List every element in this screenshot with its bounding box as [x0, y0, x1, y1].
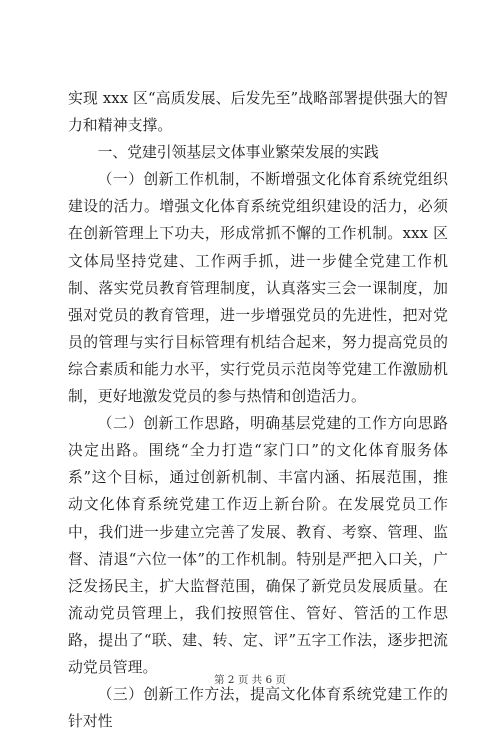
paragraph-point-two: （二）创新工作思路，明确基层党建的工作方向思路决定出路。围绕“全力打造“家门口”的文化体育服务体系”这个目标，通过创新机制、丰富内涵、拓展范围，推动文化体育系统党建工作迈上新台阶。在发展党员工作中，我们进一步建立完善了发展、教育、考察、管理、监督、清退“六位一体”的工作机制。特别是严把入口关，广泛发扬民主，扩大监督范围，确保了新党员发展质量。在流动党员管理上，我们按照管住、管好、管活的工作思路，提出了“联、建、转、定、评”五字工作法，逐步把流动党员管理。: [68, 415, 448, 676]
paragraph-point-three: （三）创新工作方法，提高文化体育系统党建工作的针对性: [68, 686, 448, 731]
paragraph-point-one: （一）创新工作机制，不断增强文化体育系统党组织建设的活力。增强文化体育系统党组织建设的活力，必须在创新管理上下功夫，形成常抓不懈的工作机制。xxx 区文体局坚持党建、工作两手抓，进一步健全党建工作机制、落实党员教育管理制度，认真落实三会一课制度，加强对党员的教育管理，进一步增强党员的先进性，把对党员的管理与实行目标管理有机结合起来，努力提高党员的综合素质和能力水平，实行党员示范岗等党建工作激励机制，更好地激发党员的参与热情和创造活力。: [68, 171, 448, 406]
document-body: [68, 85, 448, 735]
section-heading: 一、党建引领基层文体事业繁荣发展的实践: [97, 144, 379, 162]
page-number-footer: 第 2 页 共 6 页: [213, 674, 287, 686]
paragraph-intro-continuation: 实现 xxx 区“高质发展、后发先至”战略部署提供强大的智力和精神支撑。: [68, 90, 448, 135]
